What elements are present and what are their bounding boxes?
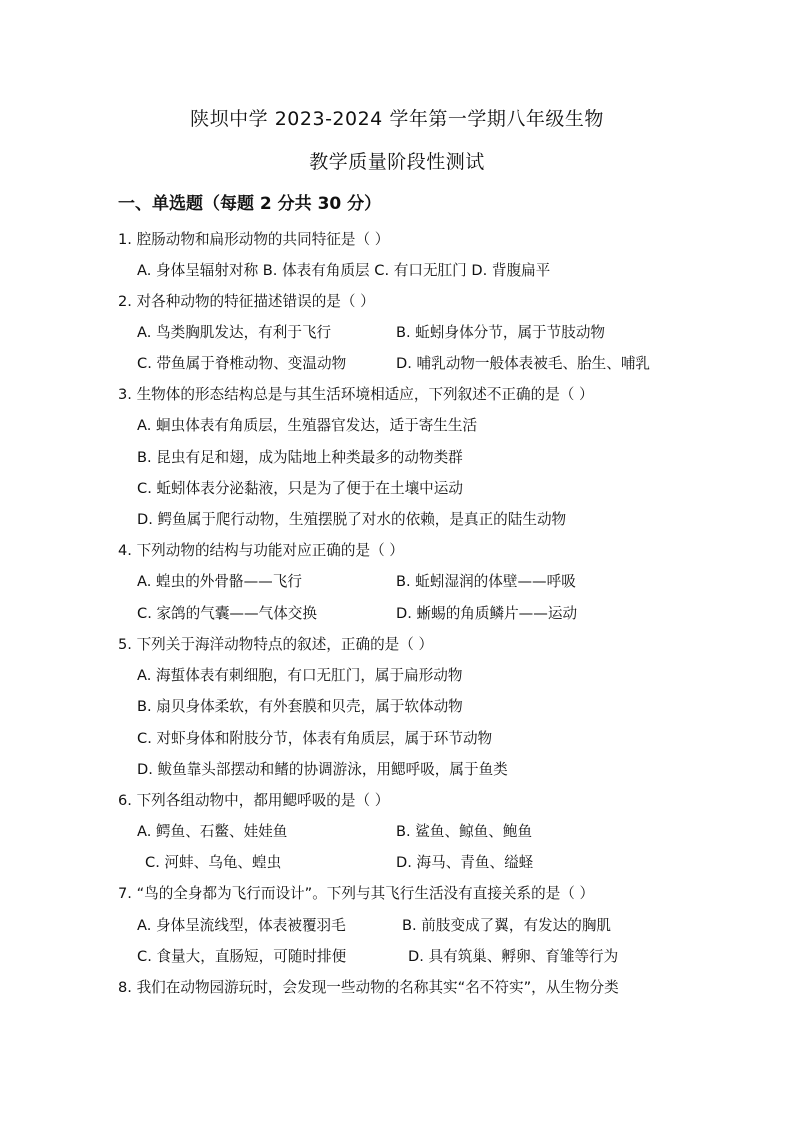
question-2-option-c: C. 带鱼属于脊椎动物、变温动物	[137, 355, 347, 372]
question-7-option-d: D. 具有筑巢、孵卵、育雏等行为	[408, 948, 619, 965]
question-5-stem: 5. 下列关于海洋动物特点的叙述，正确的是（ ）	[118, 636, 434, 653]
question-5-option-d: D. 鲅鱼靠头部摆动和鳍的协调游泳，用鳃呼吸，属于鱼类	[137, 761, 508, 778]
question-7-option-c: C. 食量大，直肠短，可随时排便	[137, 948, 347, 965]
exam-subtitle: 教学质量阶段性测试	[309, 151, 485, 173]
question-4-option-c: C. 家鸽的气囊——气体交换	[137, 605, 317, 622]
question-5-option-c: C. 对虾身体和附肢分节，体表有角质层，属于环节动物	[137, 730, 493, 747]
question-2-option-b: B. 蚯蚓身体分节，属于节肢动物	[396, 324, 606, 341]
question-6-option-b: B. 鲨鱼、鲸鱼、鲍鱼	[396, 823, 533, 840]
question-4-stem: 4. 下列动物的结构与功能对应正确的是（ ）	[118, 542, 404, 559]
question-8-stem: 8. 我们在动物园游玩时，会发现一些动物的名称其实“名不符实”，从生物分类	[118, 979, 619, 996]
question-7-option-a: A. 身体呈流线型，体表被覆羽毛	[137, 917, 346, 934]
question-4-option-d: D. 蜥蜴的角质鳞片——运动	[396, 605, 578, 622]
question-5-option-b: B. 扇贝身体柔软，有外套膜和贝壳，属于软体动物	[137, 698, 463, 715]
question-7-stem: 7. “鸟的全身都为飞行而设计”。下列与其飞行生活没有直接关系的是（ ）	[118, 885, 595, 902]
question-7-option-b: B. 前肢变成了翼，有发达的胸肌	[402, 917, 612, 934]
question-3-option-c: C. 蚯蚓体表分泌黏液，只是为了便于在土壤中运动	[137, 480, 463, 497]
exam-title: 陕坝中学 2023-2024 学年第一学期八年级生物	[190, 108, 604, 130]
question-1-options: A. 身体呈辐射对称 B. 体表有角质层 C. 有口无肛门 D. 背腹扁平	[137, 262, 551, 279]
question-2-option-a: A. 鸟类胸肌发达，有利于飞行	[137, 324, 332, 341]
question-3-stem: 3. 生物体的形态结构总是与其生活环境相适应，下列叙述不正确的是（ ）	[118, 386, 594, 403]
question-4-option-b: B. 蚯蚓湿润的体壁——呼吸	[396, 573, 576, 590]
question-6-stem: 6. 下列各组动物中，都用鳃呼吸的是（ ）	[118, 792, 390, 809]
question-6-option-a: A. 鳄鱼、石鳖、娃娃鱼	[137, 823, 288, 840]
question-4-option-a: A. 蝗虫的外骨骼——飞行	[137, 573, 302, 590]
question-5-option-a: A. 海蜇体表有刺细胞，有口无肛门，属于扁形动物	[137, 667, 463, 684]
question-3-option-a: A. 蛔虫体表有角质层，生殖器官发达，适于寄生生活	[137, 417, 478, 434]
question-2-stem: 2. 对各种动物的特征描述错误的是（ ）	[118, 293, 375, 310]
section-heading: 一、单选题（每题 2 分共 30 分）	[118, 194, 382, 214]
question-2-option-d: D. 哺乳动物一般体表被毛、胎生、哺乳	[396, 355, 651, 372]
question-6-option-c: C. 河蚌、乌龟、蝗虫	[145, 854, 282, 871]
question-3-option-d: D. 鳄鱼属于爬行动物，生殖摆脱了对水的依赖，是真正的陆生动物	[137, 511, 567, 528]
question-3-option-b: B. 昆虫有足和翅，成为陆地上种类最多的动物类群	[137, 449, 463, 466]
question-6-option-d: D. 海马、青鱼、缢蛏	[396, 854, 534, 871]
question-1-stem: 1. 腔肠动物和扁形动物的共同特征是（ ）	[118, 231, 390, 248]
